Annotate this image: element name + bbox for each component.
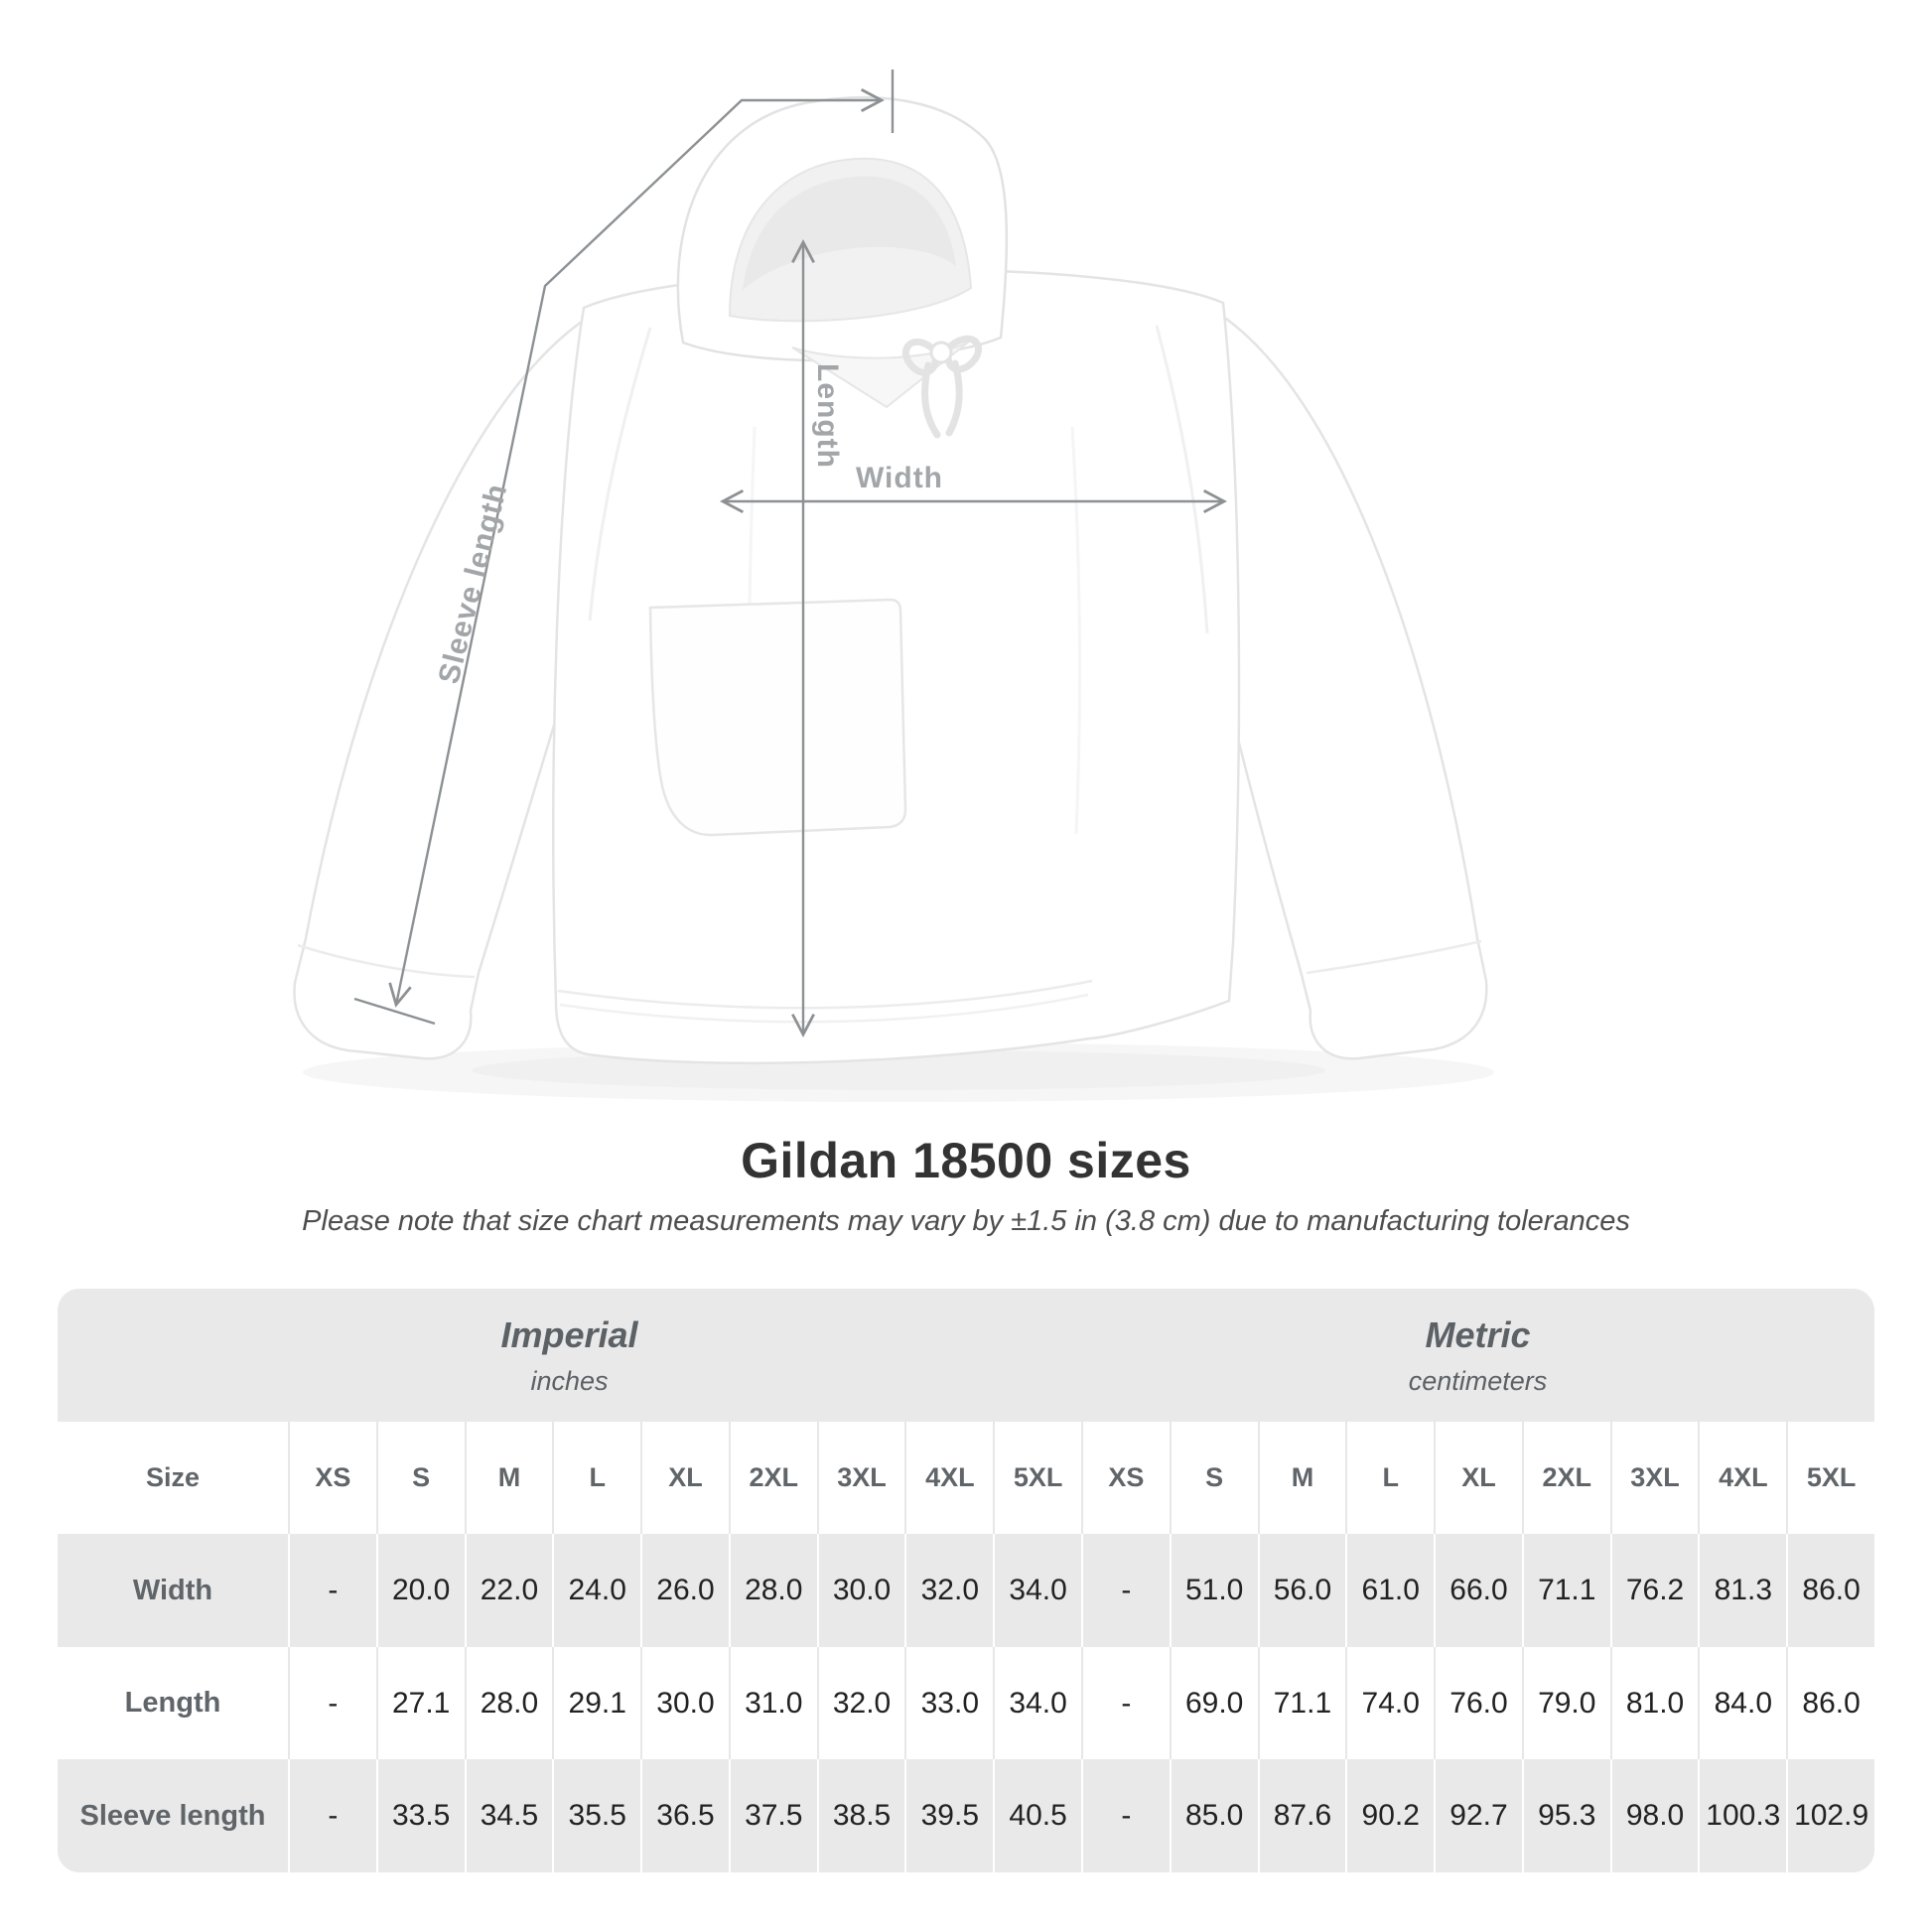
size-cell-metric-m: M (1258, 1422, 1346, 1534)
size-cell-metric-xs: XS (1081, 1422, 1170, 1534)
value-cell: 38.5 (817, 1759, 905, 1872)
unit-band (58, 1289, 1874, 1422)
size-cell-metric-xl: XL (1434, 1422, 1522, 1534)
value-cell: 32.0 (904, 1534, 993, 1647)
value-cell: - (1081, 1534, 1170, 1647)
value-cell: - (288, 1534, 376, 1647)
size-cell-imperial-xl: XL (640, 1422, 729, 1534)
value-cell: 34.0 (993, 1647, 1081, 1759)
metric-unit: centimeters (1408, 1365, 1548, 1396)
row-label: Length (124, 1687, 221, 1719)
value-cell: 33.5 (376, 1759, 465, 1872)
value-cell: 79.0 (1522, 1647, 1610, 1759)
value-cell: 37.5 (729, 1759, 817, 1872)
value-cell: 34.0 (993, 1534, 1081, 1647)
value-cell: 71.1 (1522, 1534, 1610, 1647)
size-cell-metric-l: L (1345, 1422, 1434, 1534)
size-header-row (58, 1422, 1874, 1534)
table-row-width (58, 1534, 1874, 1647)
table-row-sleeve-length (58, 1759, 1874, 1872)
size-cell-imperial-4xl: 4XL (904, 1422, 993, 1534)
value-cell: 22.0 (465, 1534, 553, 1647)
size-cell-imperial-3xl: 3XL (817, 1422, 905, 1534)
value-cell: 95.3 (1522, 1759, 1610, 1872)
metric-label: Metric (1425, 1313, 1531, 1355)
size-cell-imperial-s: S (376, 1422, 465, 1534)
row-label: Width (132, 1574, 213, 1606)
value-cell: 86.0 (1786, 1647, 1874, 1759)
row-label: Sleeve length (79, 1799, 266, 1832)
value-cell: 26.0 (640, 1534, 729, 1647)
value-cell: 71.1 (1258, 1647, 1346, 1759)
value-cell: 28.0 (729, 1534, 817, 1647)
sleeve-length-label: Sleeve length (432, 480, 514, 688)
right-sleeve (1209, 308, 1486, 1058)
value-cell: - (1081, 1759, 1170, 1872)
imperial-unit: inches (530, 1365, 609, 1396)
unit-group-metric (1081, 1289, 1874, 1422)
value-cell: 24.0 (552, 1534, 640, 1647)
value-cell: 69.0 (1170, 1647, 1258, 1759)
value-cell: - (288, 1647, 376, 1759)
drawstring-knot (931, 343, 951, 362)
value-cell: 31.0 (729, 1647, 817, 1759)
size-cell-imperial-2xl: 2XL (729, 1422, 817, 1534)
value-cell: 76.2 (1610, 1534, 1699, 1647)
value-cell: 81.3 (1698, 1534, 1786, 1647)
unit-group-imperial (58, 1289, 1081, 1422)
size-cell-metric-4xl: 4XL (1698, 1422, 1786, 1534)
value-cell: - (1081, 1647, 1170, 1759)
value-cell: 39.5 (904, 1759, 993, 1872)
imperial-label: Imperial (500, 1313, 638, 1355)
table-row-length (58, 1647, 1874, 1759)
size-cell-metric-3xl: 3XL (1610, 1422, 1699, 1534)
value-cell: 30.0 (640, 1647, 729, 1759)
value-cell: 84.0 (1698, 1647, 1786, 1759)
chart-title: Gildan 18500 sizes (741, 1133, 1191, 1188)
width-label: Width (855, 462, 944, 494)
value-cell: 28.0 (465, 1647, 553, 1759)
size-cell-imperial-5xl: 5XL (993, 1422, 1081, 1534)
size-cell-imperial-xs: XS (288, 1422, 376, 1534)
value-cell: 87.6 (1258, 1759, 1346, 1872)
value-cell: 98.0 (1610, 1759, 1699, 1872)
chart-note: Please note that size chart measurements may vary by ±1.5 in (3.8 cm) due to manufacturing tolerances (302, 1205, 1630, 1237)
value-cell: 100.3 (1698, 1759, 1786, 1872)
kangaroo-pocket (650, 600, 905, 835)
value-cell: 66.0 (1434, 1534, 1522, 1647)
value-cell: 33.0 (904, 1647, 993, 1759)
value-cell: 30.0 (817, 1534, 905, 1647)
value-cell: 86.0 (1786, 1534, 1874, 1647)
size-col-header: Size (145, 1462, 201, 1492)
value-cell: 32.0 (817, 1647, 905, 1759)
value-cell: 102.9 (1786, 1759, 1874, 1872)
value-cell: 29.1 (552, 1647, 640, 1759)
value-cell: 40.5 (993, 1759, 1081, 1872)
value-cell: 56.0 (1258, 1534, 1346, 1647)
size-cell-metric-2xl: 2XL (1522, 1422, 1610, 1534)
value-cell: 34.5 (465, 1759, 553, 1872)
value-cell: 81.0 (1610, 1647, 1699, 1759)
value-cell: 61.0 (1345, 1534, 1434, 1647)
value-cell: 74.0 (1345, 1647, 1434, 1759)
size-cell-metric-5xl: 5XL (1786, 1422, 1874, 1534)
value-cell: 27.1 (376, 1647, 465, 1759)
left-sleeve (294, 313, 596, 1058)
size-cell-imperial-l: L (552, 1422, 640, 1534)
length-label: Length (811, 363, 844, 469)
value-cell: 36.5 (640, 1759, 729, 1872)
value-cell: 76.0 (1434, 1647, 1522, 1759)
size-table (58, 1289, 1874, 1872)
size-cell-metric-s: S (1170, 1422, 1258, 1534)
value-cell: 35.5 (552, 1759, 640, 1872)
value-cell: 20.0 (376, 1534, 465, 1647)
value-cell: 51.0 (1170, 1534, 1258, 1647)
value-cell: 92.7 (1434, 1759, 1522, 1872)
value-cell: - (288, 1759, 376, 1872)
size-cell-imperial-m: M (465, 1422, 553, 1534)
value-cell: 85.0 (1170, 1759, 1258, 1872)
value-cell: 90.2 (1345, 1759, 1434, 1872)
